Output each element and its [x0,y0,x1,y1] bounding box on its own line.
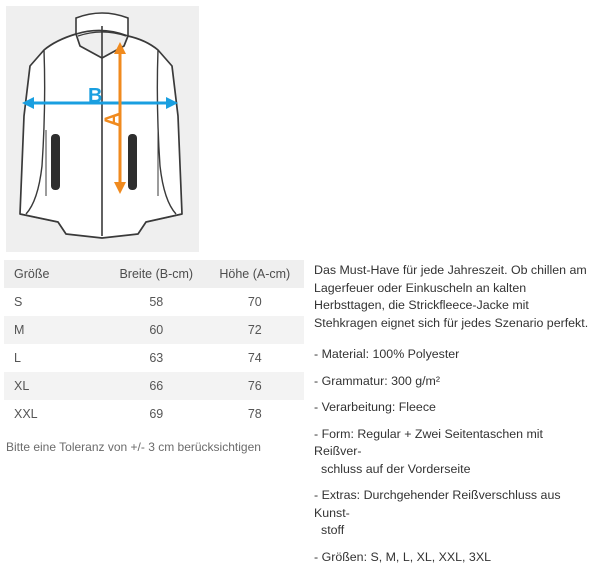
jacket-outline-illustration [6,6,199,252]
measurement-diagram [0,0,205,258]
column-header-size: Größe [4,260,107,288]
product-image-row [0,0,600,258]
spec-text-continued: stoff [314,522,590,540]
column-header-height: Höhe (A-cm) [206,260,304,288]
cell-height: 76 [206,372,304,400]
cell-width: 58 [107,288,206,316]
tolerance-note: Bitte eine Toleranz von +/- 3 cm berücksichtigen [6,440,308,454]
table-row [4,372,304,400]
cell-width: 69 [107,400,206,428]
spec-item-sizes [314,549,590,566]
photo-man-green-jacket [205,0,402,258]
details-row [0,258,600,519]
cell-size: XL [4,372,107,400]
cell-height: 70 [206,288,304,316]
spec-text: - Größen: S, M, L, XL, XXL, 3XL [314,550,491,564]
size-table-body [4,288,304,428]
spec-text: - Form: Regular + Zwei Seitentaschen mit Reißver- [314,427,543,459]
cell-size: XXL [4,400,107,428]
width-label: B [88,85,102,108]
column-header-width: Breite (B-cm) [107,260,206,288]
spec-item-weight [314,373,590,391]
size-table-head [4,260,304,288]
table-row [4,344,304,372]
table-row [4,400,304,428]
spec-item-fit [314,426,590,479]
table-row [4,288,304,316]
spec-text: - Extras: Durchgehender Reißverschluss aus Kunst- [314,488,561,520]
spec-text-continued: schluss auf der Vorderseite [314,461,590,479]
cell-height: 74 [206,344,304,372]
photo-woman-brown-jacket [402,0,600,258]
description-intro: Das Must-Have für jede Jahreszeit. Ob chillen am Lagerfeuer oder Einkuscheln an kalten Herbsttagen, die Strickfleece-Jacke mit Stehkragen eignet sich für jedes Szenario perfekt. [314,262,590,332]
cell-width: 63 [107,344,206,372]
table-header-row [4,260,304,288]
spec-text: - Material: 100% Polyester [314,347,459,361]
spec-item-material [314,346,590,364]
product-description-column [308,258,600,519]
cell-height: 72 [206,316,304,344]
cell-size: L [4,344,107,372]
cell-size: M [4,316,107,344]
spec-item-extras [314,487,590,540]
table-row [4,316,304,344]
cell-height: 78 [206,400,304,428]
size-table-column [0,258,308,519]
spec-text: - Grammatur: 300 g/m² [314,374,440,388]
size-table [4,260,304,428]
height-label: A [102,112,125,126]
cell-width: 66 [107,372,206,400]
cell-width: 60 [107,316,206,344]
spec-item-processing [314,399,590,417]
cell-size: S [4,288,107,316]
specification-list [314,346,590,566]
spec-text: - Verarbeitung: Fleece [314,400,436,414]
